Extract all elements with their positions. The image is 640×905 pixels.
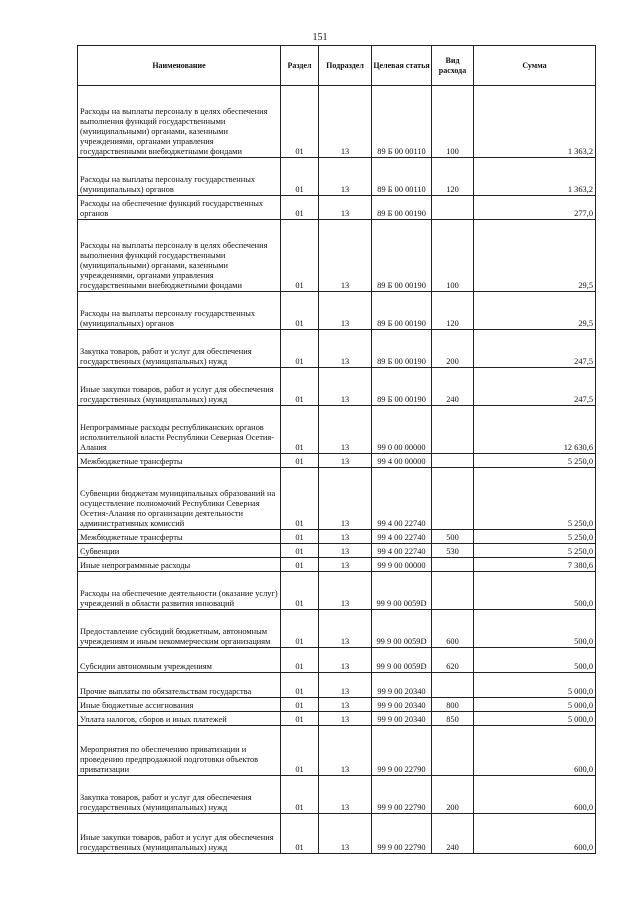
table-row (78, 330, 596, 368)
row-expense-type: 100 (432, 86, 474, 158)
row-name: Уплата налогов, сборов и иных платежей (78, 712, 281, 726)
table-row (78, 368, 596, 406)
row-expense-type: 100 (432, 220, 474, 292)
row-subsection: 13 (319, 368, 372, 406)
table-row (78, 220, 596, 292)
row-subsection: 13 (319, 454, 372, 468)
row-section: 01 (281, 220, 319, 292)
row-expense-type: 600 (432, 610, 474, 648)
table-row (78, 558, 596, 572)
row-amount: 500,0 (474, 648, 596, 673)
row-target: 99 4 00 22740 (372, 544, 432, 558)
row-target: 99 9 00 00000 (372, 558, 432, 572)
budget-table (77, 45, 596, 854)
row-amount: 600,0 (474, 814, 596, 854)
row-expense-type (432, 726, 474, 776)
table-row (78, 196, 596, 220)
row-amount: 29,5 (474, 292, 596, 330)
row-section: 01 (281, 712, 319, 726)
row-target: 99 4 00 00000 (372, 454, 432, 468)
table-row (78, 648, 596, 673)
row-name: Субвенции (78, 544, 281, 558)
header-target: Целевая статья (372, 46, 432, 86)
table-row (78, 86, 596, 158)
row-name: Иные закупки товаров, работ и услуг для обеспечения государственных (муниципальных) нужд (78, 814, 281, 854)
row-section: 01 (281, 292, 319, 330)
row-subsection: 13 (319, 406, 372, 454)
row-amount: 12 630,6 (474, 406, 596, 454)
row-amount: 5 250,0 (474, 530, 596, 544)
row-section: 01 (281, 454, 319, 468)
row-expense-type (432, 468, 474, 530)
row-section: 01 (281, 406, 319, 454)
row-target: 99 9 00 20340 (372, 698, 432, 712)
row-amount: 500,0 (474, 610, 596, 648)
row-subsection: 13 (319, 648, 372, 673)
row-subsection: 13 (319, 572, 372, 610)
row-amount: 5 000,0 (474, 712, 596, 726)
row-target: 99 9 00 20340 (372, 712, 432, 726)
row-expense-type: 620 (432, 648, 474, 673)
row-amount: 1 363,2 (474, 158, 596, 196)
row-subsection: 13 (319, 698, 372, 712)
header-expense-type: Вид расхода (432, 46, 474, 86)
table-row (78, 468, 596, 530)
row-target: 89 Б 00 00190 (372, 368, 432, 406)
row-amount: 5 000,0 (474, 673, 596, 698)
row-name: Закупка товаров, работ и услуг для обеспечения государственных (муниципальных) нужд (78, 776, 281, 814)
row-expense-type: 200 (432, 330, 474, 368)
row-name: Расходы на обеспечение деятельности (оказание услуг) учреждений в области развития инноваций (78, 572, 281, 610)
row-amount: 600,0 (474, 726, 596, 776)
row-section: 01 (281, 158, 319, 196)
table-row (78, 530, 596, 544)
row-section: 01 (281, 673, 319, 698)
row-target: 99 9 00 0059D (372, 572, 432, 610)
row-target: 89 Б 00 00110 (372, 158, 432, 196)
row-subsection: 13 (319, 158, 372, 196)
row-expense-type (432, 572, 474, 610)
row-name: Прочие выплаты по обязательствам государства (78, 673, 281, 698)
table-row (78, 712, 596, 726)
row-target: 89 Б 00 00190 (372, 220, 432, 292)
row-section: 01 (281, 726, 319, 776)
row-section: 01 (281, 530, 319, 544)
row-amount: 500,0 (474, 572, 596, 610)
row-expense-type (432, 558, 474, 572)
row-section: 01 (281, 814, 319, 854)
row-expense-type: 500 (432, 530, 474, 544)
row-section: 01 (281, 330, 319, 368)
row-section: 01 (281, 776, 319, 814)
table-row (78, 726, 596, 776)
row-expense-type: 120 (432, 158, 474, 196)
row-expense-type: 800 (432, 698, 474, 712)
row-expense-type: 530 (432, 544, 474, 558)
row-subsection: 13 (319, 220, 372, 292)
row-name: Предоставление субсидий бюджетным, автономным учреждениям и иным некоммерческим организациям (78, 610, 281, 648)
row-expense-type: 200 (432, 776, 474, 814)
row-target: 99 9 00 20340 (372, 673, 432, 698)
row-amount: 29,5 (474, 220, 596, 292)
row-subsection: 13 (319, 544, 372, 558)
row-expense-type (432, 196, 474, 220)
row-name: Закупка товаров, работ и услуг для обеспечения государственных (муниципальных) нужд (78, 330, 281, 368)
row-name: Иные непрограммные расходы (78, 558, 281, 572)
row-section: 01 (281, 368, 319, 406)
row-name: Межбюджетные трансферты (78, 530, 281, 544)
row-target: 99 9 00 0059D (372, 648, 432, 673)
row-amount: 7 380,6 (474, 558, 596, 572)
row-subsection: 13 (319, 86, 372, 158)
table-row (78, 454, 596, 468)
row-section: 01 (281, 544, 319, 558)
row-amount: 1 363,2 (474, 86, 596, 158)
row-amount: 5 000,0 (474, 698, 596, 712)
row-target: 99 4 00 22740 (372, 468, 432, 530)
row-section: 01 (281, 468, 319, 530)
row-amount: 247,5 (474, 330, 596, 368)
row-section: 01 (281, 610, 319, 648)
page-number: 151 (312, 32, 328, 43)
row-section: 01 (281, 572, 319, 610)
row-amount: 5 250,0 (474, 454, 596, 468)
row-subsection: 13 (319, 292, 372, 330)
row-subsection: 13 (319, 196, 372, 220)
row-subsection: 13 (319, 726, 372, 776)
row-target: 99 9 00 0059D (372, 610, 432, 648)
row-section: 01 (281, 558, 319, 572)
row-name: Иные бюджетные ассигнования (78, 698, 281, 712)
row-expense-type (432, 454, 474, 468)
row-expense-type (432, 673, 474, 698)
row-section: 01 (281, 86, 319, 158)
row-subsection: 13 (319, 776, 372, 814)
table-row (78, 158, 596, 196)
table-row (78, 292, 596, 330)
row-name: Расходы на выплаты персоналу государственных (муниципальных) органов (78, 292, 281, 330)
row-target: 89 Б 00 00190 (372, 330, 432, 368)
row-subsection: 13 (319, 610, 372, 648)
row-target: 99 9 00 22790 (372, 814, 432, 854)
row-target: 89 Б 00 00190 (372, 196, 432, 220)
row-expense-type (432, 406, 474, 454)
row-target: 99 9 00 22790 (372, 776, 432, 814)
row-target: 99 9 00 22790 (372, 726, 432, 776)
header-subsection: Подраздел (319, 46, 372, 86)
row-name: Мероприятия по обеспечению приватизации и проведению предпродажной подготовки объектов приватизации (78, 726, 281, 776)
row-section: 01 (281, 196, 319, 220)
row-name: Субсидии автономным учреждениям (78, 648, 281, 673)
table-header-row (78, 46, 596, 86)
row-name: Межбюджетные трансферты (78, 454, 281, 468)
row-target: 89 Б 00 00110 (372, 86, 432, 158)
row-subsection: 13 (319, 468, 372, 530)
row-name: Расходы на выплаты персоналу в целях обеспечения выполнения функций государственными (муниципальными) органами, казенными учреждениями, органами управления государственными внебюджетными фондами (78, 220, 281, 292)
row-amount: 247,5 (474, 368, 596, 406)
row-subsection: 13 (319, 712, 372, 726)
row-amount: 5 250,0 (474, 544, 596, 558)
row-section: 01 (281, 648, 319, 673)
table-row (78, 544, 596, 558)
row-name: Иные закупки товаров, работ и услуг для обеспечения государственных (муниципальных) нужд (78, 368, 281, 406)
table-row (78, 776, 596, 814)
row-amount: 5 250,0 (474, 468, 596, 530)
row-name: Расходы на обеспечение функций государственных органов (78, 196, 281, 220)
row-expense-type: 240 (432, 368, 474, 406)
row-subsection: 13 (319, 673, 372, 698)
row-subsection: 13 (319, 530, 372, 544)
row-name: Непрограммные расходы республиканских органов исполнительной власти Республики Северная Осетия-Алания (78, 406, 281, 454)
row-target: 99 0 00 00000 (372, 406, 432, 454)
table-row (78, 406, 596, 454)
row-section: 01 (281, 698, 319, 712)
header-name: Наименование (78, 46, 281, 86)
header-amount: Сумма (474, 46, 596, 86)
table-row (78, 673, 596, 698)
table-row (78, 698, 596, 712)
row-target: 99 4 00 22740 (372, 530, 432, 544)
row-subsection: 13 (319, 558, 372, 572)
row-amount: 600,0 (474, 776, 596, 814)
row-expense-type: 850 (432, 712, 474, 726)
row-name: Расходы на выплаты персоналу государственных (муниципальных) органов (78, 158, 281, 196)
row-subsection: 13 (319, 814, 372, 854)
row-name: Расходы на выплаты персоналу в целях обеспечения выполнения функций государственными (муниципальными) органами, казенными учреждениями, органами управления государственными внебюджетными фондами (78, 86, 281, 158)
table-row (78, 814, 596, 854)
header-section: Раздел (281, 46, 319, 86)
row-expense-type: 240 (432, 814, 474, 854)
row-target: 89 Б 00 00190 (372, 292, 432, 330)
row-name: Субвенции бюджетам муниципальных образований на осуществление полномочий Республики Северная Осетия-Алания по организации деятельности административных комиссий (78, 468, 281, 530)
row-expense-type: 120 (432, 292, 474, 330)
table-row (78, 610, 596, 648)
table-row (78, 572, 596, 610)
row-subsection: 13 (319, 330, 372, 368)
row-amount: 277,0 (474, 196, 596, 220)
